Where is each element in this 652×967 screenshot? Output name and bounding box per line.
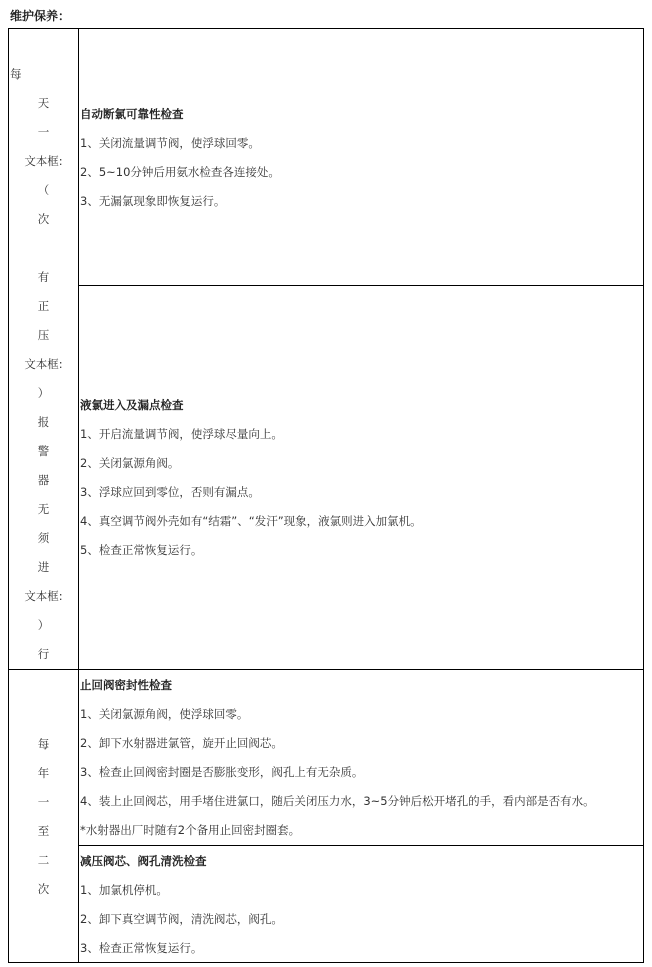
- column-divider: [78, 29, 79, 962]
- step-item: 5、检查正常恢复运行。: [80, 543, 203, 557]
- yearly-label-char: 至: [37, 824, 50, 838]
- daily-label-char: 行: [37, 647, 50, 661]
- daily-label-char: 报: [37, 415, 50, 429]
- daily-label-char: 文本框:: [24, 154, 63, 168]
- step-item: 2、卸下水射器进氯管，旋开止回阀芯。: [80, 736, 283, 750]
- daily-label-char: 无: [37, 502, 50, 516]
- daily-label-char: ）: [37, 386, 50, 400]
- step-item: 1、关闭氯源角阀，使浮球回零。: [80, 707, 249, 721]
- step-item: 3、检查正常恢复运行。: [80, 941, 203, 955]
- daily-label-char: 压: [37, 328, 50, 342]
- yearly-label-char: 每: [37, 737, 50, 751]
- step-item: 3、检查止回阀密封圈是否膨胀变形，阀孔上有无杂质。: [80, 765, 364, 779]
- section-title: 自动断氯可靠性检查: [80, 107, 184, 121]
- step-item: 2、卸下真空调节阀，清洗阀芯，阀孔。: [80, 912, 283, 926]
- section-title: 液氯进入及漏点检查: [80, 398, 184, 412]
- daily-label-char: ）: [37, 618, 50, 632]
- daily-label-char: 器: [37, 473, 50, 487]
- daily-label-char: 次: [37, 212, 50, 226]
- step-item: 3、无漏氯现象即恢复运行。: [80, 194, 226, 208]
- daily-label-char: 正: [37, 299, 50, 313]
- daily-label-char: 天: [37, 96, 50, 110]
- yearly-label-char: 年: [37, 766, 50, 780]
- section-title: 止回阀密封性检查: [80, 678, 172, 692]
- yearly-label-char: 二: [37, 853, 50, 867]
- daily-label-char: 文本框:: [24, 589, 63, 603]
- daily-label-char: 一: [37, 125, 50, 139]
- daily-label-char: 有: [37, 270, 50, 284]
- daily-label-char: 文本框:: [24, 357, 63, 371]
- step-item: 4、真空调节阀外壳如有“结霜”、“发汗”现象，液氯则进入加氯机。: [80, 514, 422, 528]
- daily-label-char: 须: [37, 531, 50, 545]
- step-item: 1、加氯机停机。: [80, 883, 168, 897]
- row-divider: [78, 285, 643, 286]
- daily-label-char: 进: [37, 560, 50, 574]
- yearly-label-char: 次: [37, 882, 50, 896]
- step-item: 1、开启流量调节阀，使浮球尽量向上。: [80, 427, 283, 441]
- row-divider: [9, 669, 643, 670]
- daily-label-char: 警: [37, 444, 50, 458]
- step-item: 2、5~10分钟后用氨水检查各连接处。: [80, 165, 280, 179]
- row-divider: [78, 845, 643, 846]
- step-item: 3、浮球应回到零位，否则有漏点。: [80, 485, 260, 499]
- daily-label-char: 每: [10, 67, 22, 81]
- section-title: 减压阀芯、阀孔清洗检查: [80, 854, 207, 868]
- step-item: 1、关闭流量调节阀，使浮球回零。: [80, 136, 260, 150]
- maintenance-table: [8, 28, 644, 963]
- section-heading: 维护保养：: [10, 9, 71, 23]
- yearly-label-char: 一: [37, 795, 50, 809]
- footnote: *水射器出厂时随有2个备用止回密封圈套。: [80, 823, 301, 837]
- daily-label-char: （: [37, 183, 50, 197]
- step-item: 2、关闭氯源角阀。: [80, 456, 180, 470]
- step-item: 4、装上止回阀芯，用手堵住进氯口，随后关闭压力水，3~5分钟后松开堵孔的手，看内部是否有水。: [80, 794, 595, 808]
